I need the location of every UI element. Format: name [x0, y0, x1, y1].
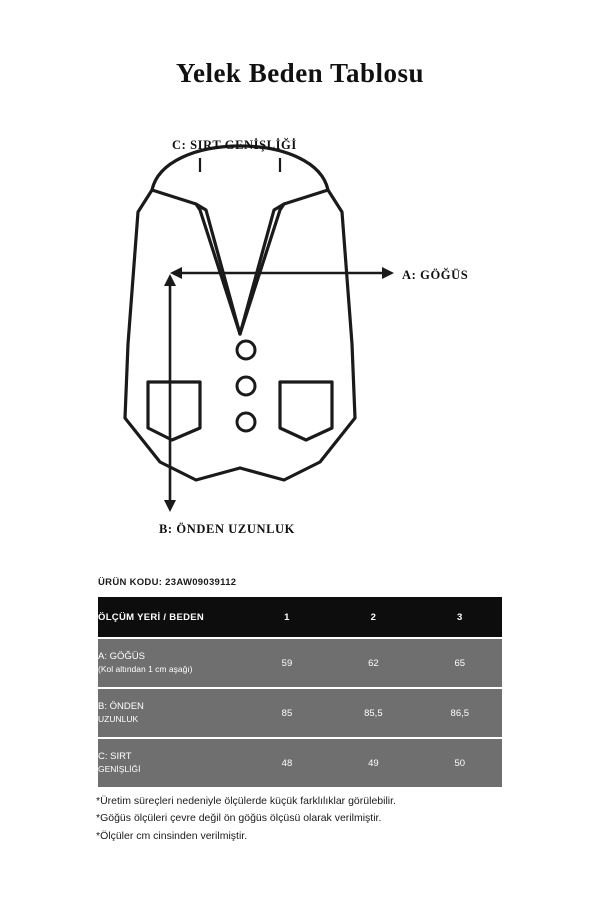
diagram-label-front-length: B: ÖNDEN UZUNLUK — [159, 522, 295, 536]
col-header-measurement: ÖLÇÜM YERİ / BEDEN — [98, 597, 243, 637]
cell-chest-size-1: 59 — [245, 639, 329, 687]
note-line: *Üretim süreçleri nedeniyle ölçülerde küçük farklılıklar görülebilir. — [96, 795, 396, 807]
page-title: Yelek Beden Tablosu — [175, 58, 425, 88]
size-table-head — [98, 597, 502, 637]
table-row — [98, 689, 502, 737]
notes-block — [96, 793, 526, 845]
size-table-body — [98, 637, 502, 787]
col-header-size-3: 3 — [418, 597, 502, 637]
cell-front-length-size-2: 85,5 — [331, 689, 415, 737]
row-sublabel-text: UZUNLUK — [98, 713, 139, 724]
table-row — [98, 739, 502, 787]
vest-diagram — [0, 128, 600, 548]
size-table — [98, 597, 502, 787]
cell-chest-size-3: 65 — [418, 639, 502, 687]
note-line: *Göğüs ölçüleri çevre değil ön göğüs ölçüsü olarak verilmiştir. — [96, 812, 382, 825]
vest-outline-icon — [0, 128, 600, 548]
cell-back-width-size-3: 50 — [418, 739, 502, 787]
size-table-wrap — [98, 597, 502, 787]
double-arrow-vertical-icon — [164, 274, 176, 512]
cell-back-width-size-2: 49 — [331, 739, 415, 787]
note-line: *Ölçüler cm cinsinden verilmiştir. — [96, 829, 248, 842]
cell-back-width-size-1: 48 — [245, 739, 329, 787]
table-row — [98, 639, 502, 687]
row-label-text: A: GÖĞÜS — [98, 650, 145, 662]
arrow-arc-back-width-icon — [200, 158, 280, 172]
diagram-label-chest: A: GÖĞÜS — [402, 268, 469, 282]
cell-chest-size-2: 62 — [331, 639, 415, 687]
cell-front-length-size-1: 85 — [245, 689, 329, 737]
product-code: ÜRÜN KODU: 23AW09039112 — [98, 577, 237, 588]
row-label-text: C: SIRT — [98, 750, 132, 762]
row-label-chest — [98, 639, 243, 687]
table-header-row — [98, 597, 502, 637]
row-label-front-length — [98, 689, 243, 737]
row-label-back-width — [98, 739, 243, 787]
double-arrow-horizontal-icon — [170, 267, 394, 279]
col-header-size-2: 2 — [331, 597, 415, 637]
col-header-size-1: 1 — [245, 597, 329, 637]
row-label-text: B: ÖNDEN — [98, 700, 144, 712]
row-sublabel-text: (Kol altından 1 cm aşağı) — [98, 663, 193, 674]
cell-front-length-size-3: 86,5 — [418, 689, 502, 737]
row-sublabel-text: GENİŞLİĞİ — [98, 763, 141, 774]
diagram-label-back-width: C: SIRT GENİŞLİĞİ — [172, 138, 297, 152]
